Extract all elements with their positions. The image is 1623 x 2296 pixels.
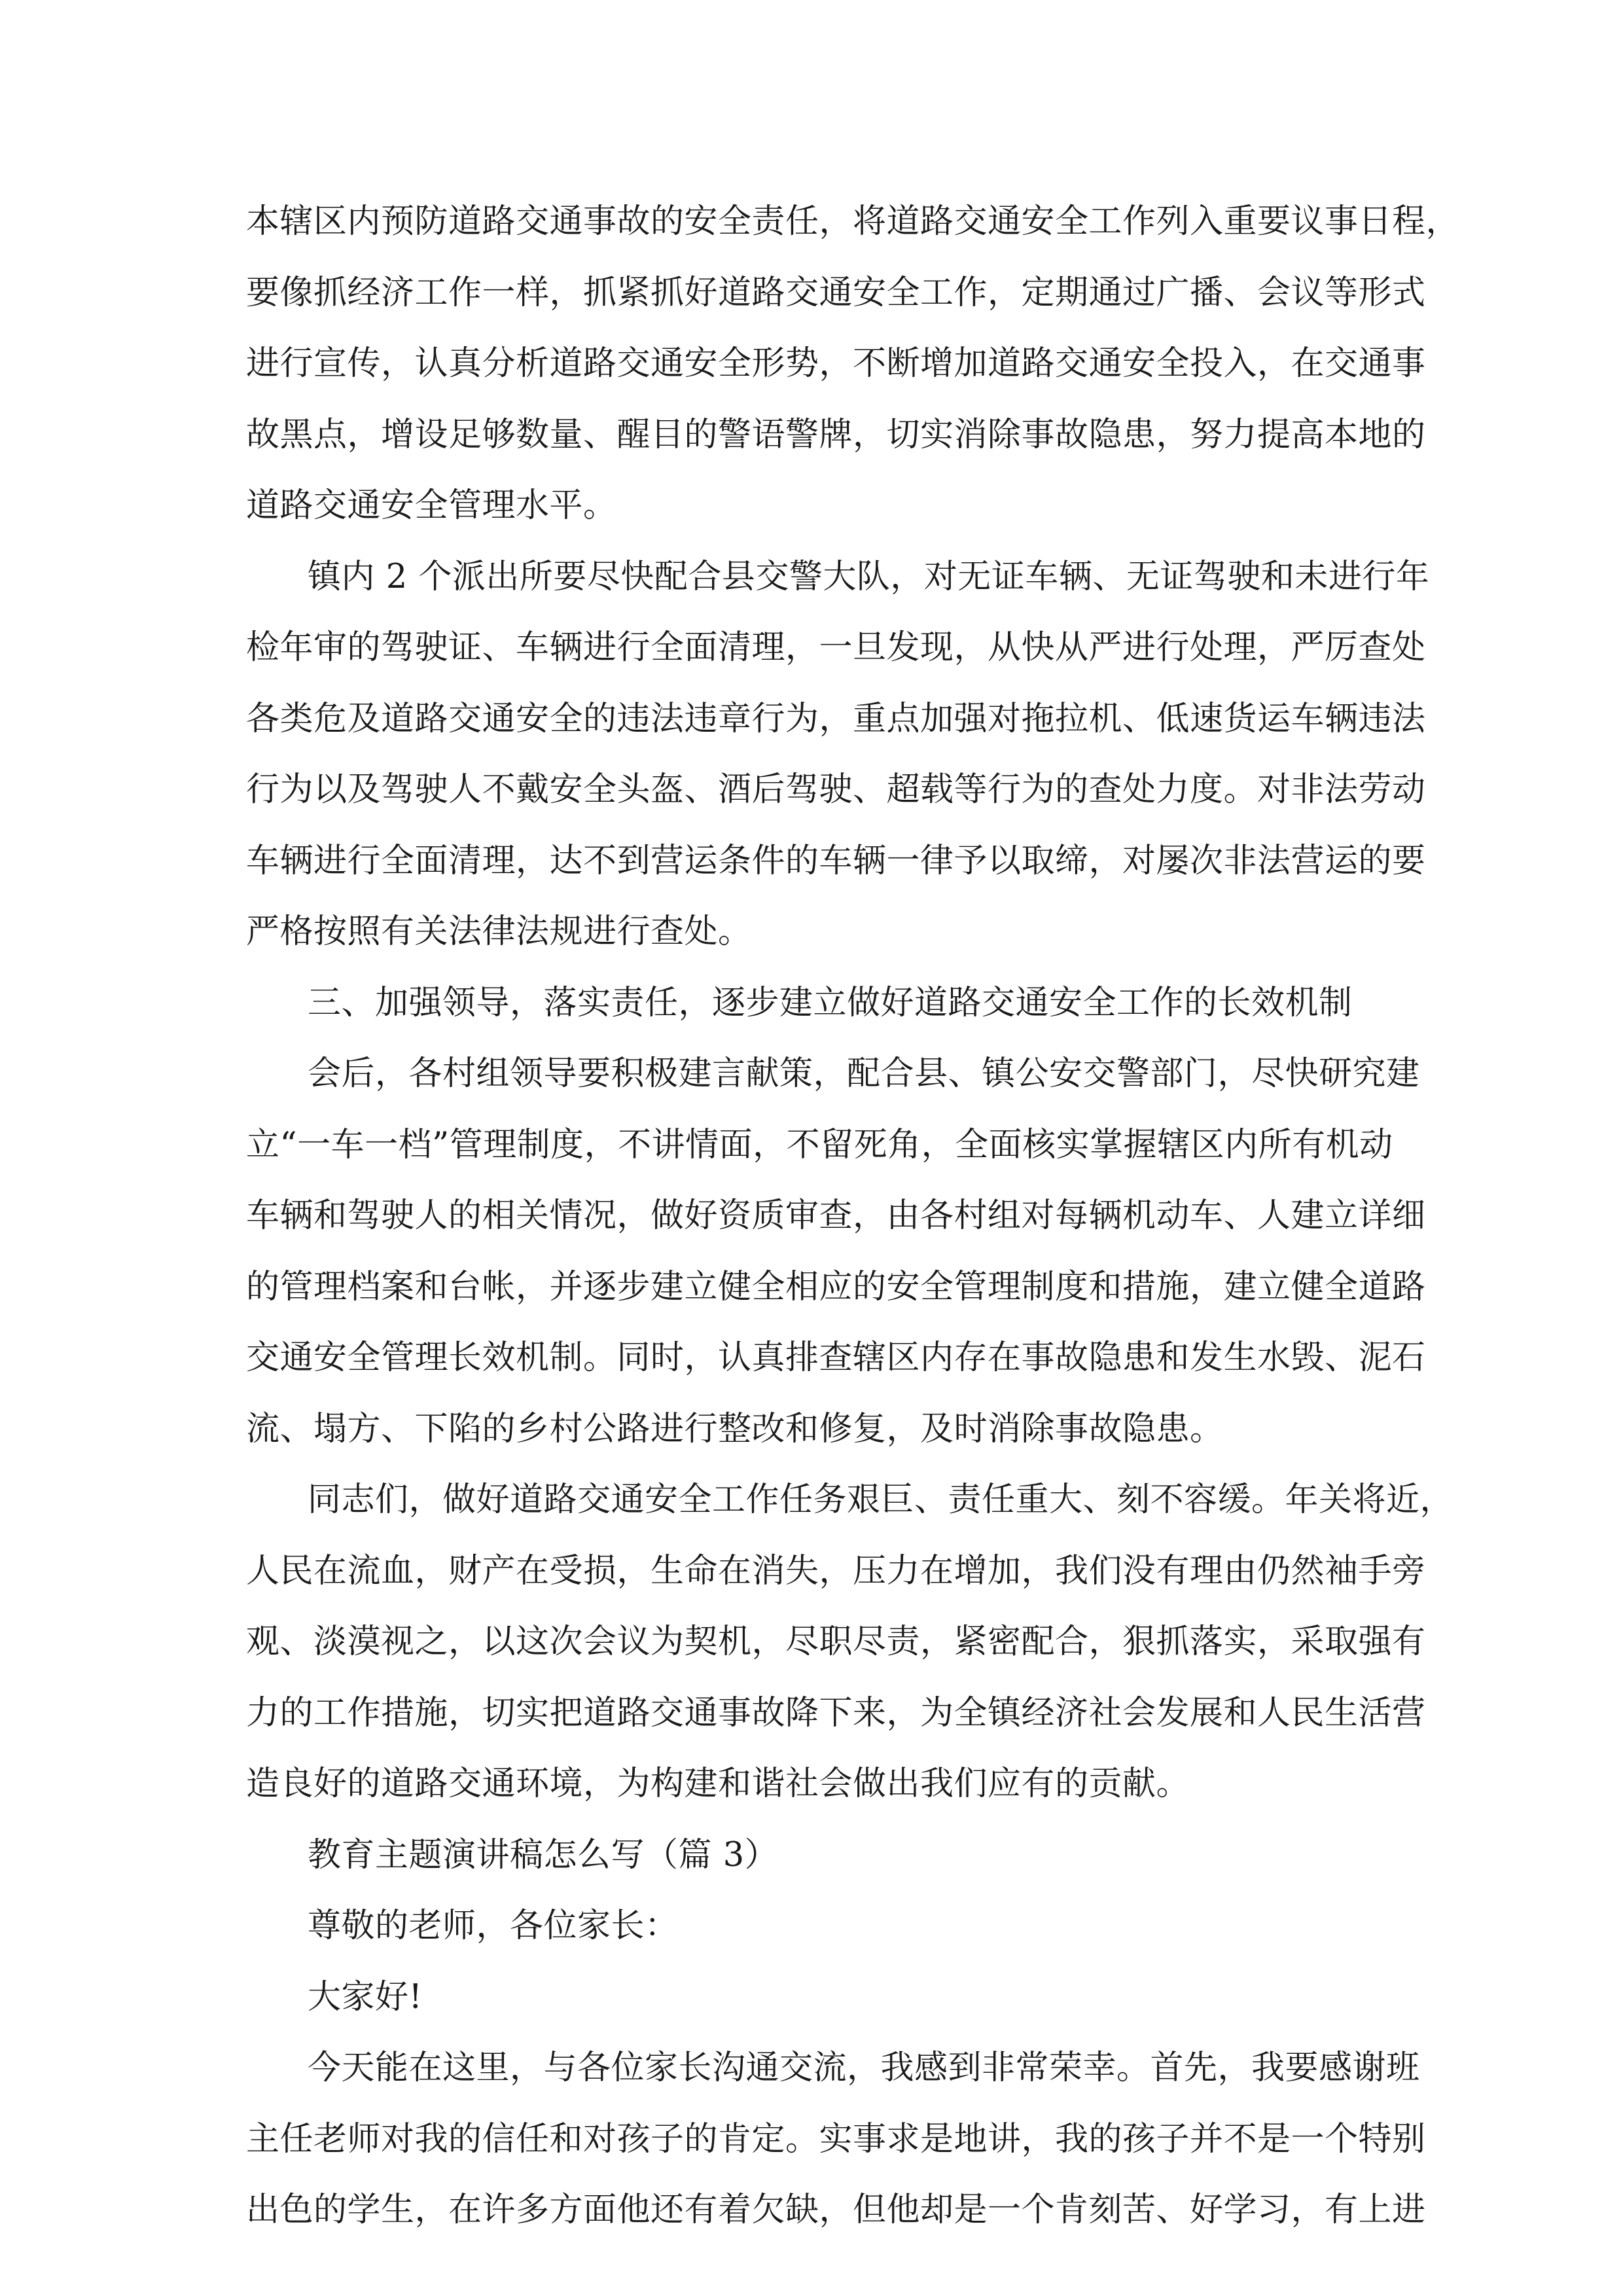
text-line: 三、加强领导，落实责任，逐步建立做好道路交通安全工作的长效机制: [308, 983, 1353, 1022]
text-line: 严格按照有关法律法规进行查处。: [246, 912, 752, 951]
text-line: 造良好的道路交通环境，为构建和谐社会做出我们应有的贡献。: [246, 1765, 1190, 1803]
text-line: 出色的学生，在许多方面他还有着欠缺，但他却是一个肯刻苦、好学习，有上进: [246, 2191, 1426, 2229]
text-line: 故黑点，增设足够数量、醒目的警语警牌，切实消除事故隐患，努力提高本地的: [246, 415, 1426, 454]
text-line: 交通安全管理长效机制。同时，认真排查辖区内存在事故隐患和发生水毁、泥石: [246, 1338, 1426, 1377]
text-line: 车辆进行全面清理，达不到营运条件的车辆一律予以取缔，对屡次非法营运的要: [246, 841, 1426, 880]
text-line: 大家好!: [308, 1977, 423, 2017]
text-line: 进行宣传，认真分析道路交通安全形势，不断增加道路交通安全投入，在交通事: [246, 344, 1426, 383]
text-line: 会后，各村组领导要积极建言献策，配合县、镇公安交警部门，尽快研究建: [308, 1054, 1420, 1093]
text-line: 检年审的驾驶证、车辆进行全面清理，一旦发现，从快从严进行处理，严厉查处: [246, 628, 1426, 667]
text-line: 镇内 2 个派出所要尽快配合县交警大队，对无证车辆、无证驾驶和未进行年: [308, 557, 1430, 596]
text-line: 立“一车一档”管理制度，不讲情面，不留死角，全面核实掌握辖区内所有机动: [246, 1125, 1393, 1164]
text-line: 行为以及驾驶人不戴安全头盔、酒后驾驶、超载等行为的查处力度。对非法劳动: [246, 770, 1426, 809]
text-line: 的管理档案和台帐，并逐步建立健全相应的安全管理制度和措施，建立健全道路: [246, 1267, 1426, 1306]
text-line: 同志们，做好道路交通安全工作任务艰巨、责任重大、刻不容缓。年关将近，: [308, 1480, 1454, 1519]
document-body: [246, 187, 1460, 2246]
text-line: 人民在流血，财产在受损，生命在消失，压力在增加，我们没有理由仍然袖手旁: [246, 1551, 1426, 1590]
text-line: 尊敬的老师，各位家长：: [308, 1907, 679, 1945]
text-line: 车辆和驾驶人的相关情况，做好资质审查，由各村组对每辆机动车、人建立详细: [246, 1196, 1426, 1235]
text-line: 流、塌方、下陷的乡村公路进行整改和修复，及时消除事故隐患。: [246, 1409, 1224, 1448]
text-line: 力的工作措施，切实把道路交通事故降下来，为全镇经济社会发展和人民生活营: [246, 1693, 1426, 1732]
text-line: 主任老师对我的信任和对孩子的肯定。实事求是地讲，我的孩子并不是一个特别: [246, 2119, 1426, 2159]
text-line: 各类危及道路交通安全的违法违章行为，重点加强对拖拉机、低速货运车辆违法: [246, 699, 1426, 738]
text-line: 要像抓经济工作一样，抓紧抓好道路交通安全工作，定期通过广播、会议等形式: [246, 273, 1426, 312]
text-line: 教育主题演讲稿怎么写（篇 3）: [308, 1835, 779, 1874]
text-line: 道路交通安全管理水平。: [246, 486, 617, 525]
text-line: 观、淡漠视之，以这次会议为契机，尽职尽责，紧密配合，狠抓落实，采取强有: [246, 1623, 1426, 1661]
text-line: 本辖区内预防道路交通事故的安全责任，将道路交通安全工作列入重要议事日程，: [246, 202, 1460, 241]
text-line: 今天能在这里，与各位家长沟通交流，我感到非常荣幸。首先，我要感谢班: [308, 2049, 1420, 2087]
